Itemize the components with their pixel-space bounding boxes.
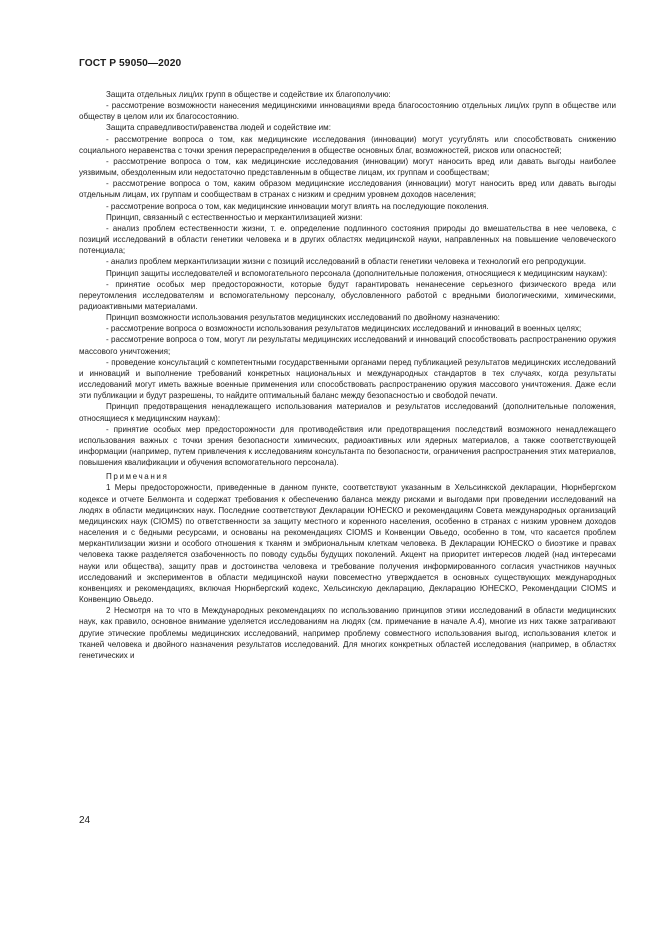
paragraph: - рассмотрение возможности нанесения медицинскими инновациями вреда благосостоянию отдельных лиц/их групп в обществе или обществу в целом или их благосостоянию. xyxy=(79,101,616,122)
paragraph: Принцип предотвращения ненадлежащего использования материалов и результатов исследований (дополнительные положения, относящиеся к медицинским наукам): xyxy=(79,402,616,423)
paragraph: - рассмотрение вопроса о том, как медицинские исследования (инновации) могут наносить вред или давать выгоды наиболее уязвимым, обездоленным или недостаточно представленным в обществе лицам, их группам и сообществам; xyxy=(79,156,616,178)
paragraph: - рассмотрение вопроса о том, каким образом медицинские исследования (инновации) могут наносить вред или давать выгоды отдельным лицам, их группам и сообществам в странах с низким и средним уровнем доходов населения; xyxy=(79,179,616,200)
paragraph: Принцип, связанный с естественностью и меркантилизацией жизни: xyxy=(106,212,363,222)
paragraph: - рассмотрение вопроса о том, как медицинские инновации могут влиять на последующие поколения. xyxy=(106,201,489,211)
document-body xyxy=(79,89,616,661)
paragraph: Принцип защиты исследователей и вспомогательного персонала (дополнительные положения, относящиеся к медицинским наукам): xyxy=(106,268,608,278)
page-number: 24 xyxy=(79,815,91,826)
paragraph: Защита справедливости/равенства людей и содействие им: xyxy=(106,123,331,133)
note-item: 1 Меры предосторожности, приведенные в данном пункте, соответствуют указанным в Хельсинкской декларации, Нюрнбергском кодексе и отчете Белмонта и содержат требования к обеспечению баланса между рисками и выгодами при проведении исследований на людях в области медицинских наук. Последние соответствуют Декларации ЮНЕСКО и рекомендациям Совета международных организаций медицинских наук (CIOMS) по ответственности за защиту местного и коренного населения, особенно в странах с низким уровнем доходов населения и с бедными ресурсами, и основаны на рекомендациях CIOMS и Конвенции Овьедо, особенно в том, что касается проблем меркантилизации жизни и особого отношения к тканям и эмбриональным клеткам человека. В Декларации ЮНЕСКО о биоэтике и правах человека также разделяется озабоченность по поводу судьбы будущих поколений. Акцент на приоритет интересов людей (над интересами науки или общества), защиту прав и достоинства человека и требование получения информированного согласия участников научных исследований и экспериментов в области медицинской науки повсеместно утверждается в основных существующих международных конвенциях и рекомендациях, включая Нюрнбергский кодекс, Хельсинскую декларацию, Декларацию ЮНЕСКО, Рекомендации CIOMS и Конвенцию Овьедо. xyxy=(79,483,616,605)
paragraph: - рассмотрение вопроса о возможности использования результатов медицинских исследований и инноваций в военных целях; xyxy=(106,324,582,334)
paragraph: - анализ проблем естественности жизни, т. е. определение подлинного состояния природы до вмешательства в нее человека, с позиций исследований в области генетики человека и в других областях медицинской науки, направленных на повышение человеческого потенциала; xyxy=(79,223,616,256)
paragraph: Принцип возможности использования результатов медицинских исследований по двойному назначению: xyxy=(106,313,500,323)
paragraph: - анализ проблем меркантилизации жизни с позиций исследований в области генетики человека и технологий его репродукции. xyxy=(106,257,586,267)
paragraph: - принятие особых мер предосторожности, которые будут гарантировать ненанесение серьезного физического вреда или переутомления исследователям и вспомогательному персоналу, обусловленного работой с вредными биологическими, химическими, радиоактивными материалами. xyxy=(79,279,616,311)
note-item: 2 Несмотря на то что в Международных рекомендациях по использованию принципов этики исследований в области медицинских наук, как правило, основное внимание уделяется исследованиям на людях (см. примечание в начале А.4), многие из них также затрагивают другие этические проблемы медицинских исследований, например проблему совместного использования выгод, использования клеток и тканей человека и двойного назначения результатов исследований. Для многих конкретных областей исследования (например, в областях генетических и xyxy=(79,606,616,660)
paragraph: - проведение консультаций с компетентными государственными органами перед публикацией результатов медицинских исследований и инноваций и выполнение требований конкретных национальных и международных стандартов в тех случаях, когда результаты исследований могут иметь важные военные применения или способствовать распространению оружия массового уничтожения. Даже если эти публикации и будут разрешены, то найдите оптимальный баланс между безопасностью и свободой печати. xyxy=(79,357,616,401)
paragraph: - принятие особых мер предосторожности для противодействия или предотвращения последствий возможного ненадлежащего использования важных с точки зрения безопасности химических, радиоактивных или ядерных материалов, а также соответствующей информации (например, путем привлечения к исследованиям консультанта по безопасности, ограничения распространения этих материалов, повышения квалификации и обучения вспомогательного персонала). xyxy=(79,424,616,468)
paragraph: - рассмотрение вопроса о том, как медицинские исследования (инновации) могут усугублять или способствовать снижению социального неравенства с точки зрения перераспределения в обществе основных благ, возможностей, рисков или опасностей; xyxy=(79,134,616,155)
paragraph: - рассмотрение вопроса о том, могут ли результаты медицинских исследований и инноваций способствовать распространению оружия массового уничтожения; xyxy=(79,335,616,356)
notes-title: Примечания xyxy=(106,472,169,482)
standard-header: ГОСТ Р 59050—2020 xyxy=(79,58,182,69)
notes-section xyxy=(79,471,616,661)
paragraph: Защита отдельных лиц/их групп в обществе и содействие их благополучию: xyxy=(106,90,391,99)
